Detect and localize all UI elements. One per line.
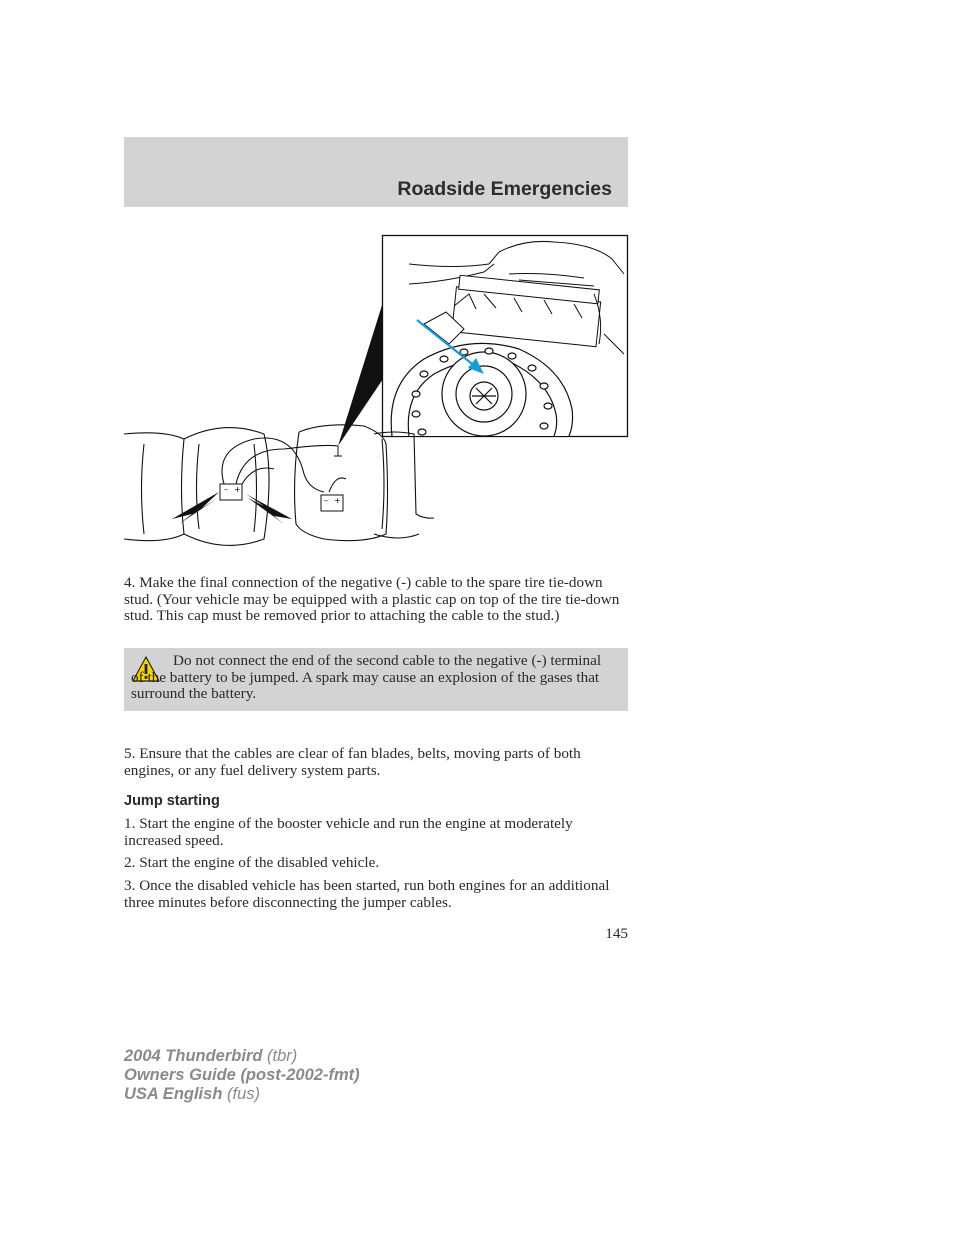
booster-battery — [220, 484, 242, 500]
warning-callout — [124, 648, 628, 711]
jump-step-2-text: 2. Start the engine of the disabled vehicle. — [124, 854, 380, 871]
document-footer — [124, 1047, 360, 1104]
footer-language-code: (fus) — [222, 1085, 260, 1103]
footer-line-3 — [124, 1085, 360, 1104]
battery-neg-label: – — [324, 496, 328, 505]
jump-starting-heading: Jump starting — [124, 793, 220, 809]
booster-vehicle — [124, 428, 269, 546]
footer-line-2 — [124, 1066, 360, 1085]
spark-bolt-left — [172, 492, 219, 524]
footer-model: 2004 Thunderbird — [124, 1047, 263, 1065]
section-header-band — [124, 137, 628, 207]
battery-pos-label: + — [334, 496, 341, 505]
footer-language: USA English — [124, 1085, 223, 1103]
warning-text: Do not connect the end of the second cable to the negative (-) terminal of the battery to be jumped. A spark may cause an explosion of the gases that surround the battery. — [131, 652, 602, 702]
battery-pos-label: + — [234, 485, 241, 494]
footer-line-1 — [124, 1047, 360, 1066]
footer-guide: Owners Guide (post-2002-fmt) — [124, 1066, 360, 1084]
disabled-battery — [321, 495, 343, 511]
disabled-vehicle — [295, 425, 434, 541]
step-5-text: 5. Ensure that the cables are clear of fan blades, belts, moving parts of both engines, or any fuel delivery system parts. — [124, 745, 581, 779]
jump-step-3-text: 3. Once the disabled vehicle has been started, run both engines for an additional three minutes before disconnecting the jumper cables. — [124, 877, 610, 911]
jump-step-1-text: 1. Start the engine of the booster vehicle and run the engine at moderately increased speed. — [124, 815, 573, 849]
section-title: Roadside Emergencies — [397, 178, 612, 200]
page-number: 145 — [605, 925, 628, 942]
jump-start-spare-tire-diagram — [124, 234, 630, 566]
spark-bolt-right — [246, 494, 292, 524]
ground-stud — [334, 446, 342, 456]
footer-model-code: (tbr) — [262, 1047, 298, 1065]
step-4-text: 4. Make the final connection of the negative (-) cable to the spare tire tie-down stud. (Your vehicle may be equipped with a plastic cap on top of the tire tie-down stud. This cap must be removed prior to attaching the cable to the stud.) — [124, 574, 620, 624]
battery-neg-label: – — [224, 485, 228, 494]
